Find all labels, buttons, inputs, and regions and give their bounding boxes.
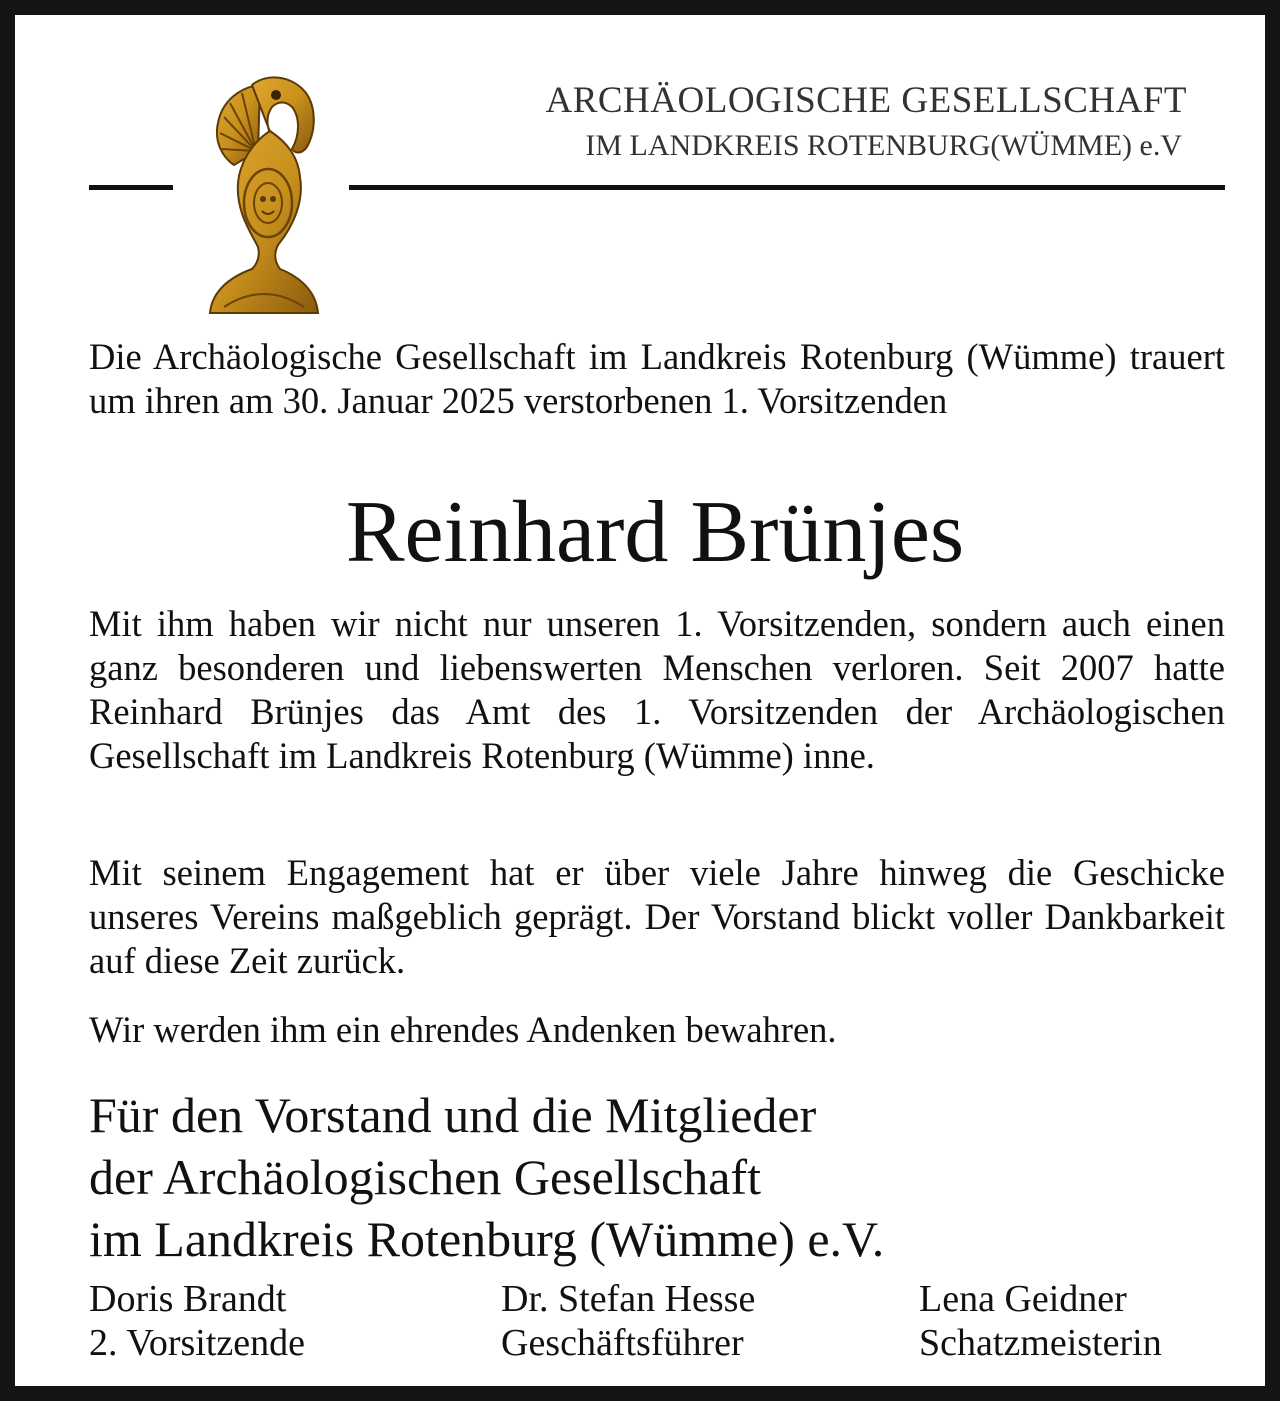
- signoff: [89, 1084, 1225, 1270]
- signoff-line: Für den Vorstand und die Mitglieder: [89, 1087, 817, 1143]
- intro-text: Die Archäologische Gesellschaft im Landkreis Rotenburg (Wümme) trauert um ihren am 30. Januar 2025 verstorbenen 1. Vorsitzenden: [89, 336, 1225, 421]
- signatory-role: Geschäftsführer: [501, 1322, 744, 1364]
- golden-bird-fibula-icon: [200, 71, 330, 327]
- signatory-name: Lena Geidner: [919, 1278, 1127, 1320]
- deceased-name: Reinhard Brünjes: [345, 484, 965, 581]
- paragraph: Wir werden ihm ein ehrendes Andenken bewahren.: [89, 1009, 837, 1050]
- paragraph: Mit ihm haben wir nicht nur unseren 1. Vorsitzenden, sondern auch einen ganz besonderen und liebenswerten Menschen verloren. Seit 2007 hatte Reinhard Brünjes das Amt des 1. Vorsitzenden der Archäologischen Gesellschaft im Landkreis Rotenburg (Wümme) inne.: [89, 603, 1225, 776]
- signatory: [919, 1277, 1162, 1365]
- header-rule-left: [89, 185, 173, 190]
- org-name-line1: ARCHÄOLOGISCHE GESELLSCHAFT: [545, 80, 1187, 121]
- org-name-line2: IM LANDKREIS ROTENBURG(WÜMME) e.V: [585, 129, 1182, 162]
- signoff-line: der Archäologischen Gesellschaft: [89, 1149, 761, 1205]
- paragraph: Mit seinem Engagement hat er über viele Jahre hinweg die Geschicke unseres Vereins maßgeblich geprägt. Der Vorstand blickt voller Dankbarkeit auf diese Zeit zurück.: [89, 852, 1225, 981]
- signatory-name: Dr. Stefan Hesse: [501, 1278, 756, 1320]
- signatory: [89, 1277, 305, 1365]
- signoff-line: im Landkreis Rotenburg (Wümme) e.V.: [89, 1211, 885, 1267]
- header-rule-right: [349, 185, 1225, 190]
- signatory-role: Schatzmeisterin: [919, 1322, 1162, 1364]
- signatory-role: 2. Vorsitzende: [89, 1322, 306, 1364]
- signatory: [501, 1277, 755, 1365]
- signatory-name: Doris Brandt: [89, 1278, 287, 1320]
